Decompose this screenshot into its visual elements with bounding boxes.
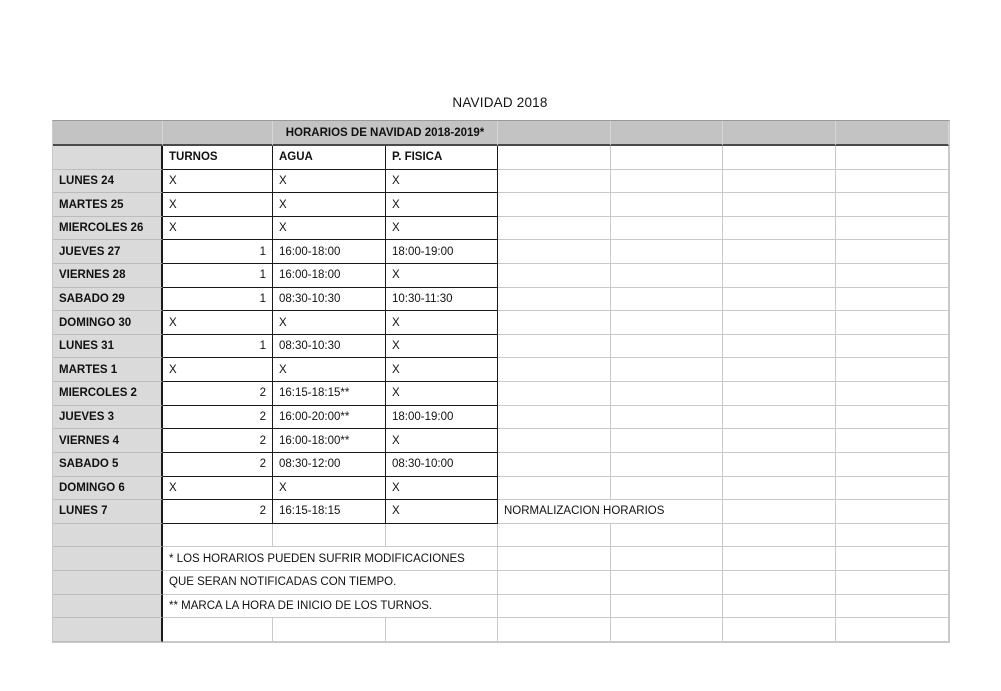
empty-cell xyxy=(611,217,723,241)
row-day-label: VIERNES 28 xyxy=(53,264,163,288)
empty-cell xyxy=(611,524,723,548)
band-cell xyxy=(163,121,273,146)
empty-cell xyxy=(611,382,723,406)
row-day-label: JUEVES 27 xyxy=(53,240,163,264)
empty-cell xyxy=(723,429,836,453)
row-day-label: LUNES 31 xyxy=(53,335,163,359)
empty-cell xyxy=(836,335,949,359)
row-day-label: SABADO 29 xyxy=(53,288,163,312)
empty-cell xyxy=(498,170,611,194)
empty-cell xyxy=(836,288,949,312)
empty-cell xyxy=(611,595,723,619)
empty-cell xyxy=(498,429,611,453)
cell-pfisica: X xyxy=(386,217,498,241)
column-header-agua: AGUA xyxy=(273,146,386,170)
empty-cell xyxy=(498,547,611,571)
empty-cell xyxy=(498,335,611,359)
cell-pfisica: X xyxy=(386,335,498,359)
column-header-turnos: TURNOS xyxy=(163,146,273,170)
empty-cell xyxy=(498,524,611,548)
cell-turnos: 2 xyxy=(163,406,273,430)
empty-cell xyxy=(386,618,498,642)
cell-turnos: X xyxy=(163,217,273,241)
band-cell xyxy=(611,121,723,146)
empty-cell xyxy=(611,453,723,477)
empty-cell xyxy=(163,618,273,642)
cell-turnos: X xyxy=(163,193,273,217)
empty-cell xyxy=(611,264,723,288)
empty-cell xyxy=(723,217,836,241)
empty-cell xyxy=(723,193,836,217)
empty-cell xyxy=(723,170,836,194)
cell-pfisica: X xyxy=(386,170,498,194)
cell-turnos: 1 xyxy=(163,240,273,264)
table-band-title: HORARIOS DE NAVIDAD 2018-2019* xyxy=(273,121,498,146)
row-day-label: VIERNES 4 xyxy=(53,429,163,453)
empty-cell xyxy=(273,524,386,548)
cell-pfisica: X xyxy=(386,193,498,217)
empty-cell xyxy=(498,595,611,619)
cell-agua: 08:30-12:00 xyxy=(273,453,386,477)
cell-turnos: 2 xyxy=(163,453,273,477)
row-day-label: LUNES 7 xyxy=(53,500,163,524)
empty-cell xyxy=(611,193,723,217)
empty-cell xyxy=(723,382,836,406)
cell-agua: X xyxy=(273,170,386,194)
cell-agua: X xyxy=(273,358,386,382)
empty-cell xyxy=(611,547,723,571)
cell-pfisica: X xyxy=(386,429,498,453)
cell-agua: X xyxy=(273,311,386,335)
empty-cell xyxy=(723,240,836,264)
row-day-label: DOMINGO 30 xyxy=(53,311,163,335)
row-day-label: JUEVES 3 xyxy=(53,406,163,430)
empty-cell xyxy=(723,335,836,359)
empty-cell xyxy=(611,311,723,335)
sheet-grid xyxy=(52,120,950,643)
empty-cell xyxy=(163,524,273,548)
cell-agua: 16:15-18:15** xyxy=(273,382,386,406)
row-day-label: MARTES 25 xyxy=(53,193,163,217)
empty-cell xyxy=(611,477,723,501)
empty-cell xyxy=(611,358,723,382)
cell-agua: X xyxy=(273,477,386,501)
empty-cell xyxy=(723,358,836,382)
empty-cell xyxy=(836,547,949,571)
empty-cell xyxy=(723,500,836,524)
cell-turnos: X xyxy=(163,477,273,501)
empty-cell xyxy=(836,429,949,453)
cell-turnos: X xyxy=(163,358,273,382)
empty-cell xyxy=(836,524,949,548)
day-column-cell xyxy=(53,547,163,571)
empty-cell xyxy=(723,264,836,288)
empty-cell xyxy=(836,146,949,170)
cell-agua: X xyxy=(273,193,386,217)
empty-cell xyxy=(836,595,949,619)
day-column-cell xyxy=(53,524,163,548)
normalization-note: NORMALIZACION HORARIOS xyxy=(498,500,723,524)
band-cell xyxy=(498,121,611,146)
empty-cell xyxy=(611,429,723,453)
cell-pfisica: X xyxy=(386,382,498,406)
day-column-header-cell xyxy=(53,146,163,170)
empty-cell xyxy=(611,240,723,264)
cell-pfisica: X xyxy=(386,311,498,335)
cell-pfisica: 18:00-19:00 xyxy=(386,240,498,264)
column-header-pfisica: P. FISICA xyxy=(386,146,498,170)
empty-cell xyxy=(273,618,386,642)
empty-cell xyxy=(723,595,836,619)
empty-cell xyxy=(723,524,836,548)
empty-cell xyxy=(836,406,949,430)
empty-cell xyxy=(498,382,611,406)
cell-agua: 16:00-20:00** xyxy=(273,406,386,430)
footnote-text: ** MARCA LA HORA DE INICIO DE LOS TURNOS. xyxy=(163,595,498,619)
row-day-label: MIERCOLES 2 xyxy=(53,382,163,406)
empty-cell xyxy=(836,264,949,288)
empty-cell xyxy=(611,618,723,642)
empty-cell xyxy=(836,618,949,642)
empty-cell xyxy=(498,477,611,501)
band-cell xyxy=(836,121,949,146)
cell-pfisica: 18:00-19:00 xyxy=(386,406,498,430)
cell-agua: X xyxy=(273,217,386,241)
empty-cell xyxy=(498,311,611,335)
page-title: NAVIDAD 2018 xyxy=(452,95,548,110)
row-day-label: DOMINGO 6 xyxy=(53,477,163,501)
empty-cell xyxy=(498,193,611,217)
cell-pfisica: 08:30-10:00 xyxy=(386,453,498,477)
empty-cell xyxy=(498,406,611,430)
empty-cell xyxy=(723,618,836,642)
cell-agua: 16:00-18:00 xyxy=(273,240,386,264)
cell-pfisica: 10:30-11:30 xyxy=(386,288,498,312)
empty-cell xyxy=(723,571,836,595)
empty-cell xyxy=(498,146,611,170)
row-day-label: MIERCOLES 26 xyxy=(53,217,163,241)
empty-cell xyxy=(611,170,723,194)
empty-cell xyxy=(498,618,611,642)
empty-cell xyxy=(836,453,949,477)
empty-cell xyxy=(723,406,836,430)
cell-turnos: 1 xyxy=(163,288,273,312)
empty-cell xyxy=(611,335,723,359)
empty-cell xyxy=(836,217,949,241)
empty-cell xyxy=(723,311,836,335)
empty-cell xyxy=(386,524,498,548)
empty-cell xyxy=(498,453,611,477)
cell-turnos: 2 xyxy=(163,500,273,524)
empty-cell xyxy=(498,358,611,382)
row-day-label: SABADO 5 xyxy=(53,453,163,477)
empty-cell xyxy=(498,240,611,264)
empty-cell xyxy=(836,170,949,194)
cell-turnos: 2 xyxy=(163,429,273,453)
empty-cell xyxy=(723,146,836,170)
day-column-cell xyxy=(53,571,163,595)
empty-cell xyxy=(836,240,949,264)
cell-agua: 08:30-10:30 xyxy=(273,335,386,359)
empty-cell xyxy=(723,288,836,312)
empty-cell xyxy=(836,358,949,382)
day-column-cell xyxy=(53,595,163,619)
cell-turnos: X xyxy=(163,170,273,194)
empty-cell xyxy=(723,477,836,501)
empty-cell xyxy=(611,571,723,595)
cell-turnos: 1 xyxy=(163,335,273,359)
empty-cell xyxy=(498,571,611,595)
band-corner-cell xyxy=(53,121,163,146)
empty-cell xyxy=(498,217,611,241)
cell-agua: 08:30-10:30 xyxy=(273,288,386,312)
empty-cell xyxy=(611,146,723,170)
cell-pfisica: X xyxy=(386,477,498,501)
empty-cell xyxy=(498,264,611,288)
empty-cell xyxy=(723,453,836,477)
empty-cell xyxy=(611,288,723,312)
row-day-label: LUNES 24 xyxy=(53,170,163,194)
empty-cell xyxy=(836,311,949,335)
cell-turnos: 2 xyxy=(163,382,273,406)
band-cell xyxy=(723,121,836,146)
cell-agua: 16:00-18:00** xyxy=(273,429,386,453)
empty-cell xyxy=(836,477,949,501)
cell-pfisica: X xyxy=(386,358,498,382)
cell-agua: 16:15-18:15 xyxy=(273,500,386,524)
footnote-text: * LOS HORARIOS PUEDEN SUFRIR MODIFICACIONES xyxy=(163,547,498,571)
cell-agua: 16:00-18:00 xyxy=(273,264,386,288)
cell-turnos: X xyxy=(163,311,273,335)
footnote-text: QUE SERAN NOTIFICADAS CON TIEMPO. xyxy=(163,571,498,595)
day-column-cell xyxy=(53,618,163,642)
empty-cell xyxy=(723,547,836,571)
cell-pfisica: X xyxy=(386,264,498,288)
row-day-label: MARTES 1 xyxy=(53,358,163,382)
empty-cell xyxy=(836,382,949,406)
empty-cell xyxy=(836,571,949,595)
empty-cell xyxy=(498,288,611,312)
empty-cell xyxy=(836,193,949,217)
empty-cell xyxy=(611,406,723,430)
empty-cell xyxy=(836,500,949,524)
cell-turnos: 1 xyxy=(163,264,273,288)
cell-pfisica: X xyxy=(386,500,498,524)
